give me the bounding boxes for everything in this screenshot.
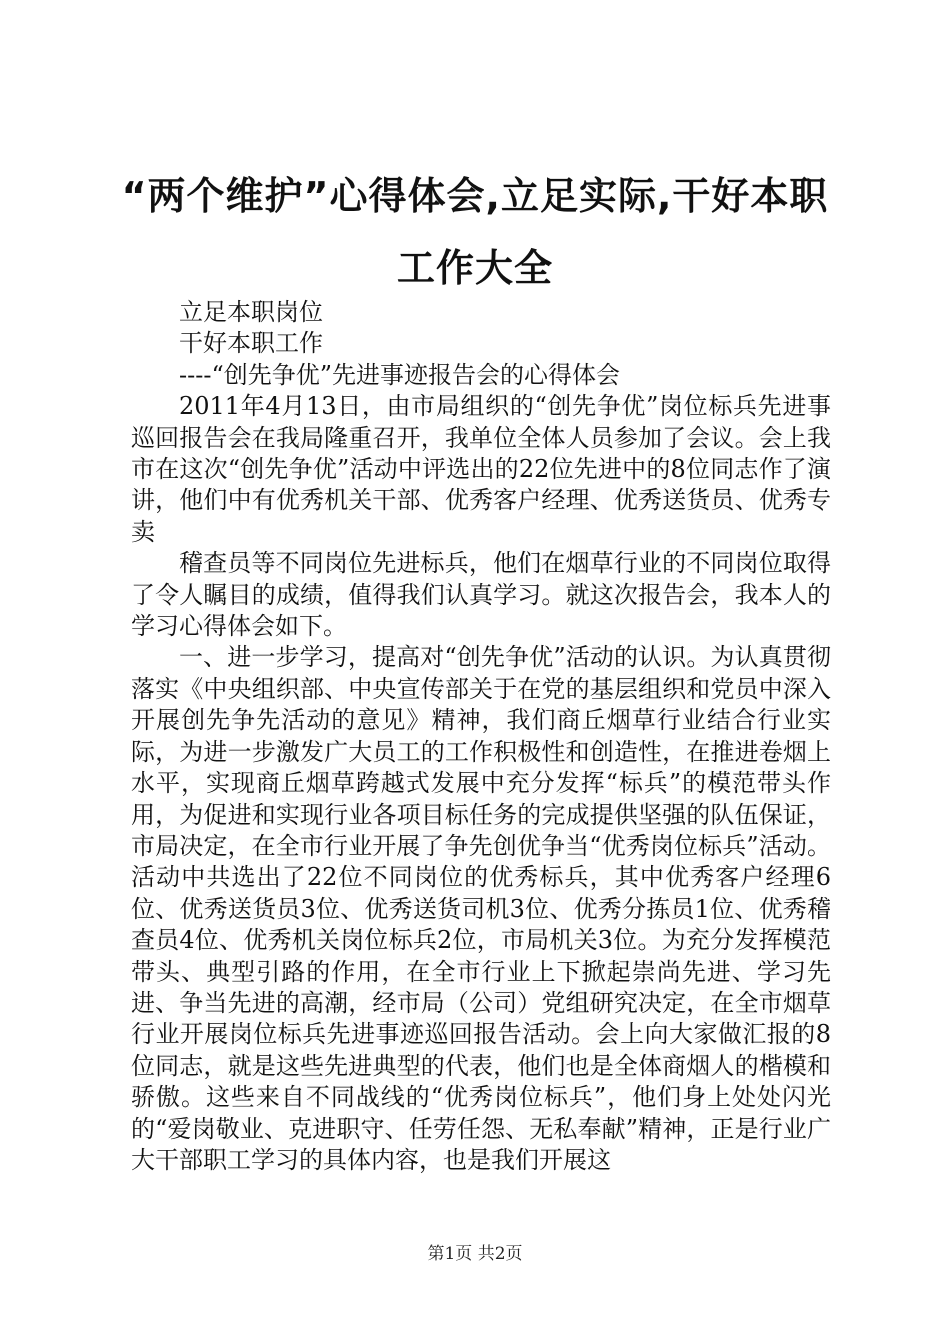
page-footer: 第1页 共2页 [427, 1244, 523, 1264]
body-paragraph: 2011年4月13日，由市局组织的“创先争优”岗位标兵先进事巡回报告会在我局隆重召开，我单位全体人员参加了会议。会上我市在这次“创先争优”活动中评选出的22位先进中的8位同志作了演讲，他们中有优秀机关干部、优秀客户经理、优秀送货员、优秀专卖 [131, 392, 831, 546]
document-body [131, 297, 831, 1176]
subtitle-line: 立足本职岗位 [179, 298, 323, 326]
body-paragraph: 一、进一步学习，提高对“创先争优”活动的认识。为认真贯彻落实《中央组织部、中央宣传部关于在党的基层组织和党员中深入开展创先争先活动的意见》精神，我们商丘烟草行业结合行业实际，为进一步激发广大员工的工作积极性和创造性，在推进卷烟上水平，实现商丘烟草跨越式发展中充分发挥“标兵”的模范带头作用，为促进和实现行业各项目标任务的完成提供坚强的队伍保证，市局决定，在全市行业开展了争先创优争当“优秀岗位标兵”活动。活动中共选出了22位不同岗位的优秀标兵，其中优秀客户经理6位、优秀送货员3位、优秀送货司机3位、优秀分拣员1位、优秀稽查员4位、优秀机关岗位标兵2位，市局机关3位。为充分发挥模范带头、典型引路的作用，在全市行业上下掀起崇尚先进、学习先进、争当先进的高潮，经市局（公司）党组研究决定，在全市烟草行业开展岗位标兵先进事迹巡回报告活动。会上向大家做汇报的8位同志，就是这些先进典型的代表，他们也是全体商烟人的楷模和骄傲。这些来自不同战线的“优秀岗位标兵”，他们身上处处闪光的“爱岗敬业、克进职守、任劳任怨、无私奉献”精神，正是行业广大干部职工学习的具体内容，也是我们开展这 [131, 643, 831, 1174]
subtitle-line: 干好本职工作 [179, 329, 323, 358]
subtitle-line: ----“创先争优”先进事迹报告会的心得体会 [179, 360, 620, 389]
body-paragraph: 稽查员等不同岗位先进标兵，他们在烟草行业的不同岗位取得了令人瞩目的成绩，值得我们认真学习。就这次报告会，我本人的学习心得体会如下。 [131, 549, 831, 641]
document-title: “两个维护”心得体会,立足实际,干好本职工作大全 [121, 174, 829, 290]
